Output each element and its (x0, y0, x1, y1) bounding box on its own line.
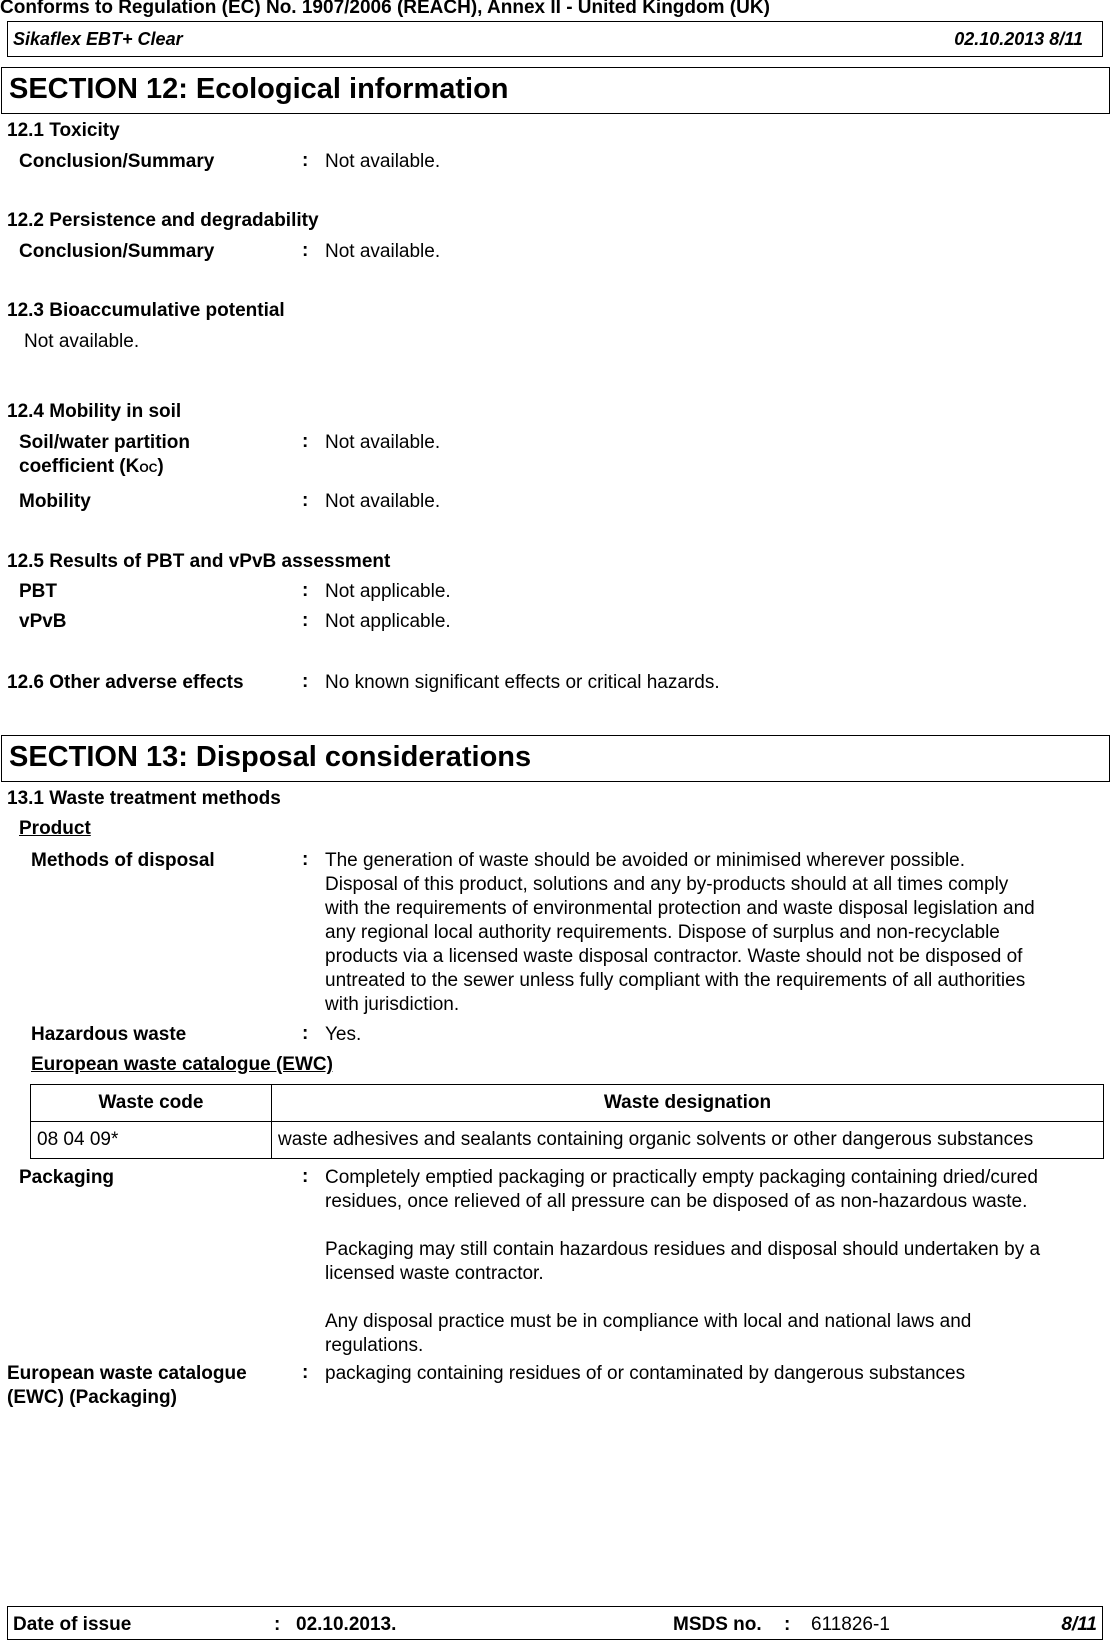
bioaccumulative-heading: 12.3 Bioaccumulative potential (7, 300, 285, 321)
colon: : (302, 580, 309, 601)
hazardous-label: Hazardous waste (31, 1024, 187, 1045)
toxicity-value: Not available. (325, 151, 441, 172)
document-footer (7, 1606, 1103, 1640)
hazardous-value: Yes. (325, 1024, 362, 1045)
mobility-heading: 12.4 Mobility in soil (7, 401, 182, 422)
waste-designation-header: Waste designation (272, 1085, 1104, 1122)
methods-text: The generation of waste should be avoided or minimised wherever possible. Disposal of this product, solutions and any by-products should at all times comply with the requirements of environmental protection and waste disposal legislation and any regional local authority requirements. Dispose of surplus and non-recyclable products via a licensed waste disposal contractor. Waste should not be disposed of untreated to the sewer unless fully compliant with the requirements of all authorities with jurisdiction. (325, 850, 1035, 1015)
koc-value: Not available. (325, 432, 441, 453)
msds-value: 611826-1 (811, 1614, 890, 1635)
section-12-title: SECTION 12: Ecological information (1, 67, 1110, 114)
bioaccumulative-value: Not available. (24, 331, 140, 352)
ewc-table (30, 1084, 1104, 1159)
colon: : (302, 671, 309, 692)
colon: : (302, 1023, 309, 1044)
methods-label: Methods of disposal (31, 850, 215, 871)
ewc-packaging-label: European waste catalogue (EWC) (Packaging) (7, 1363, 247, 1408)
packaging-text: Completely emptied packaging or practically empty packaging containing dried/cured residues, once relieved of all pressure can be disposed of as non-hazardous waste. Packaging may still contain hazardous residues and disposal should undertaken by a licensed waste contractor. Any disposal practice must be in compliance with local and national laws and regulations. (325, 1167, 1041, 1356)
packaging-label: Packaging (19, 1167, 115, 1188)
other-effects-label: 12.6 Other adverse effects (7, 672, 244, 693)
waste-treatment-heading: 13.1 Waste treatment methods (7, 788, 281, 809)
product-subheading: Product (19, 818, 91, 839)
pbt-value: Not applicable. (325, 581, 451, 602)
koc-label-line1: Soil/water partition (19, 432, 191, 453)
mobility-value: Not available. (325, 491, 441, 512)
colon: : (302, 431, 309, 452)
date-of-issue-value: 02.10.2013. (296, 1614, 397, 1635)
toxicity-heading: 12.1 Toxicity (7, 120, 120, 141)
koc-label-line2: coefficient (KOC) (19, 456, 164, 477)
colon: : (302, 1166, 309, 1187)
koc-label (19, 431, 190, 480)
vpvb-value: Not applicable. (325, 611, 451, 632)
section-13-title: SECTION 13: Disposal considerations (1, 735, 1110, 782)
waste-code-header: Waste code (31, 1085, 272, 1122)
toxicity-label: Conclusion/Summary (19, 151, 215, 172)
colon: : (302, 150, 309, 171)
waste-designation-cell: waste adhesives and sealants containing organic solvents or other dangerous substances (272, 1122, 1104, 1159)
other-effects-value: No known significant effects or critical hazards. (325, 672, 720, 693)
table-row (31, 1122, 1104, 1159)
ewc-subheading: European waste catalogue (EWC) (31, 1054, 333, 1075)
header-date-page: 02.10.2013 8/11 (954, 29, 1083, 49)
colon: : (302, 240, 309, 261)
pbt-heading: 12.5 Results of PBT and vPvB assessment (7, 551, 391, 572)
footer-page-number: 8/11 (1061, 1614, 1097, 1635)
mobility-label: Mobility (19, 491, 91, 512)
ewc-packaging-value: packaging containing residues of or contaminated by dangerous substances (325, 1363, 966, 1384)
koc-subscript: OC (139, 461, 158, 475)
colon: : (302, 490, 309, 511)
table-header-row (31, 1085, 1104, 1122)
persistence-value: Not available. (325, 241, 441, 262)
colon: : (302, 849, 309, 870)
date-of-issue-label: Date of issue (13, 1614, 132, 1635)
product-name: Sikaflex EBT+ Clear (13, 29, 183, 49)
waste-code-cell: 08 04 09* (31, 1122, 272, 1159)
colon: : (784, 1614, 791, 1635)
pbt-label: PBT (19, 581, 57, 602)
regulation-title: Conforms to Regulation (EC) No. 1907/2006 (REACH), Annex II - United Kingdom (UK) (0, 0, 770, 18)
msds-label: MSDS no. (673, 1614, 762, 1635)
vpvb-label: vPvB (19, 611, 67, 632)
persistence-heading: 12.2 Persistence and degradability (7, 210, 319, 231)
persistence-label: Conclusion/Summary (19, 241, 215, 262)
colon: : (274, 1614, 281, 1635)
colon: : (302, 1362, 309, 1383)
colon: : (302, 610, 309, 631)
